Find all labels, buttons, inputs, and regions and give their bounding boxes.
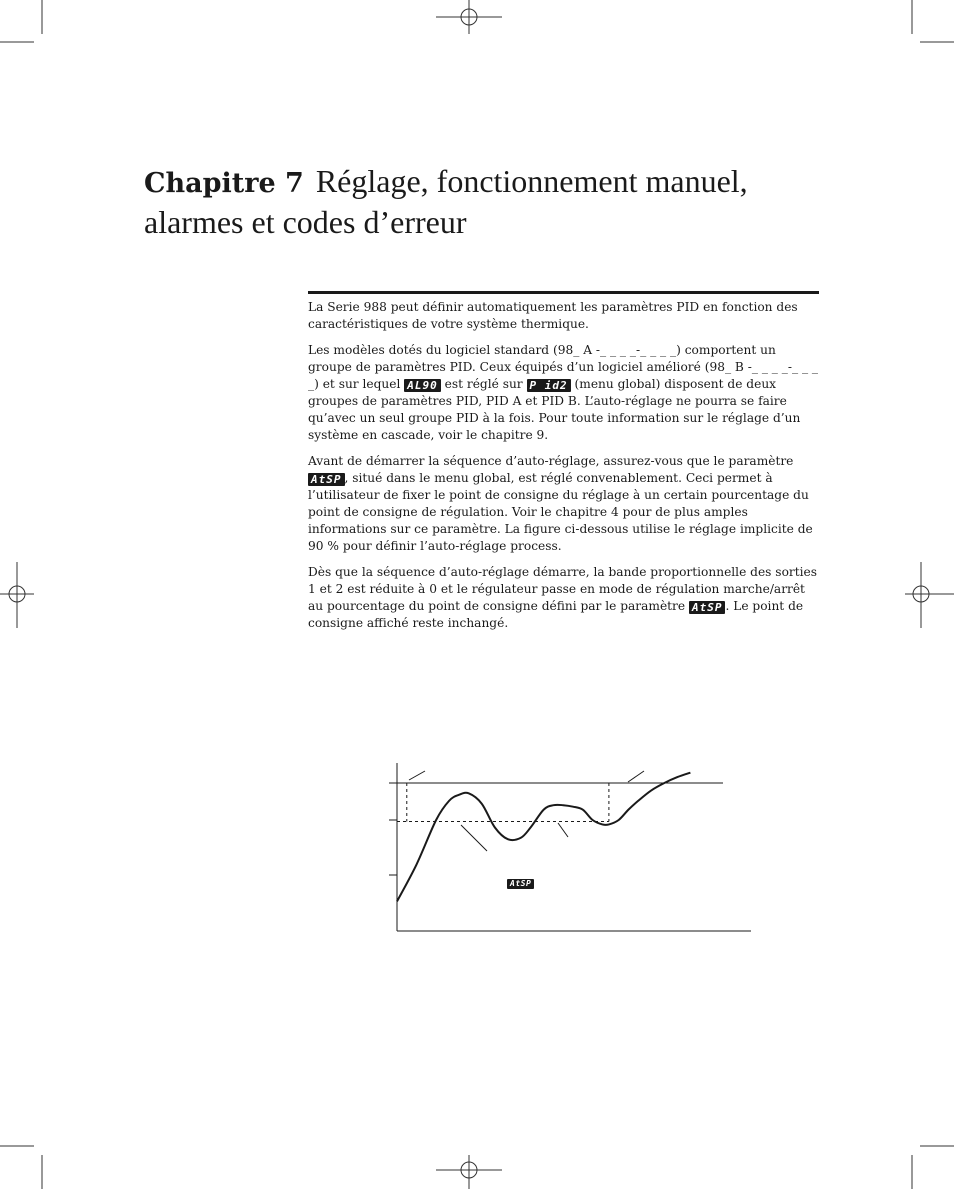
leader-line (558, 823, 568, 837)
chart-atsp-label: AtSP (507, 879, 534, 889)
chart-series (397, 773, 690, 902)
chapter-number: Chapitre 7 (144, 168, 304, 199)
lcd-atsp-display: AtSP (689, 601, 726, 614)
paragraph-text: , situé dans le menu global, est réglé convenablement. Ceci permet à l’utilisateur de fixer le point de consigne du réglage à un certain pourcentage du point de consigne de régulation. Voir le chapitre 4 pour de plus amples informations sur ce paramètre. La figure ci-dessous utilise le réglage implicite de 90 % pour définir l’auto-réglage process. (308, 471, 813, 553)
leader-line (461, 825, 487, 851)
chapter-heading (144, 162, 784, 242)
section-rule (308, 291, 819, 294)
paragraph-text: (menu global) disposent de deux groupes de paramètres PID, PID A et PID B. L’auto-réglage ne pourra se faire qu’avec un seul groupe PID à la fois. Pour toute information sur le réglage d’un système en cascade, voir le chapitre 9. (308, 377, 801, 442)
lcd-pid2-display: P id2 (527, 379, 571, 392)
leader-line (409, 771, 425, 780)
paragraph-text: est réglé sur (440, 377, 527, 391)
paragraph-autotune-start (308, 564, 822, 632)
paragraph-text: Avant de démarrer la séquence d’auto-réglage, assurez-vous que le paramètre (308, 454, 794, 468)
process-curve (397, 773, 690, 902)
leader-line (628, 771, 644, 782)
lcd-atsp-display: AtSP (308, 473, 345, 486)
paragraph-text: Les modèles dotés du logiciel standard (98_ A -_ _ _ _-_ _ _ _) comportent un groupe de paramètres PID. Ceux équipés d’un logiciel amélioré (98_ B -_ _ _ _-_ _ _ _) et sur lequel (308, 343, 819, 391)
paragraph-pid-groups (308, 342, 822, 444)
chart-reference-lines (397, 783, 723, 821)
lcd-algo-display: AL90 (404, 379, 441, 392)
paragraph-text: . Le point de consigne affiché reste inchangé. (308, 599, 804, 630)
paragraph-intro: La Serie 988 peut définir automatiquement les paramètres PID en fonction des caractéristiques de votre système thermique. (308, 300, 798, 331)
chapter-title: Réglage, fonctionnement manuel, alarmes et codes d’erreur (144, 163, 748, 240)
paragraph-before-autotune (308, 453, 822, 555)
chart-axes (389, 763, 751, 931)
paragraph-text: Dès que la séquence d’auto-réglage démarre, la bande proportionnelle des sorties 1 et 2 est réduite à 0 et le régulateur passe en mode de régulation marche/arrêt au pourcentage du point de consigne défini par le paramètre (308, 565, 817, 613)
body-text (308, 299, 822, 641)
autotune-chart (370, 755, 760, 940)
